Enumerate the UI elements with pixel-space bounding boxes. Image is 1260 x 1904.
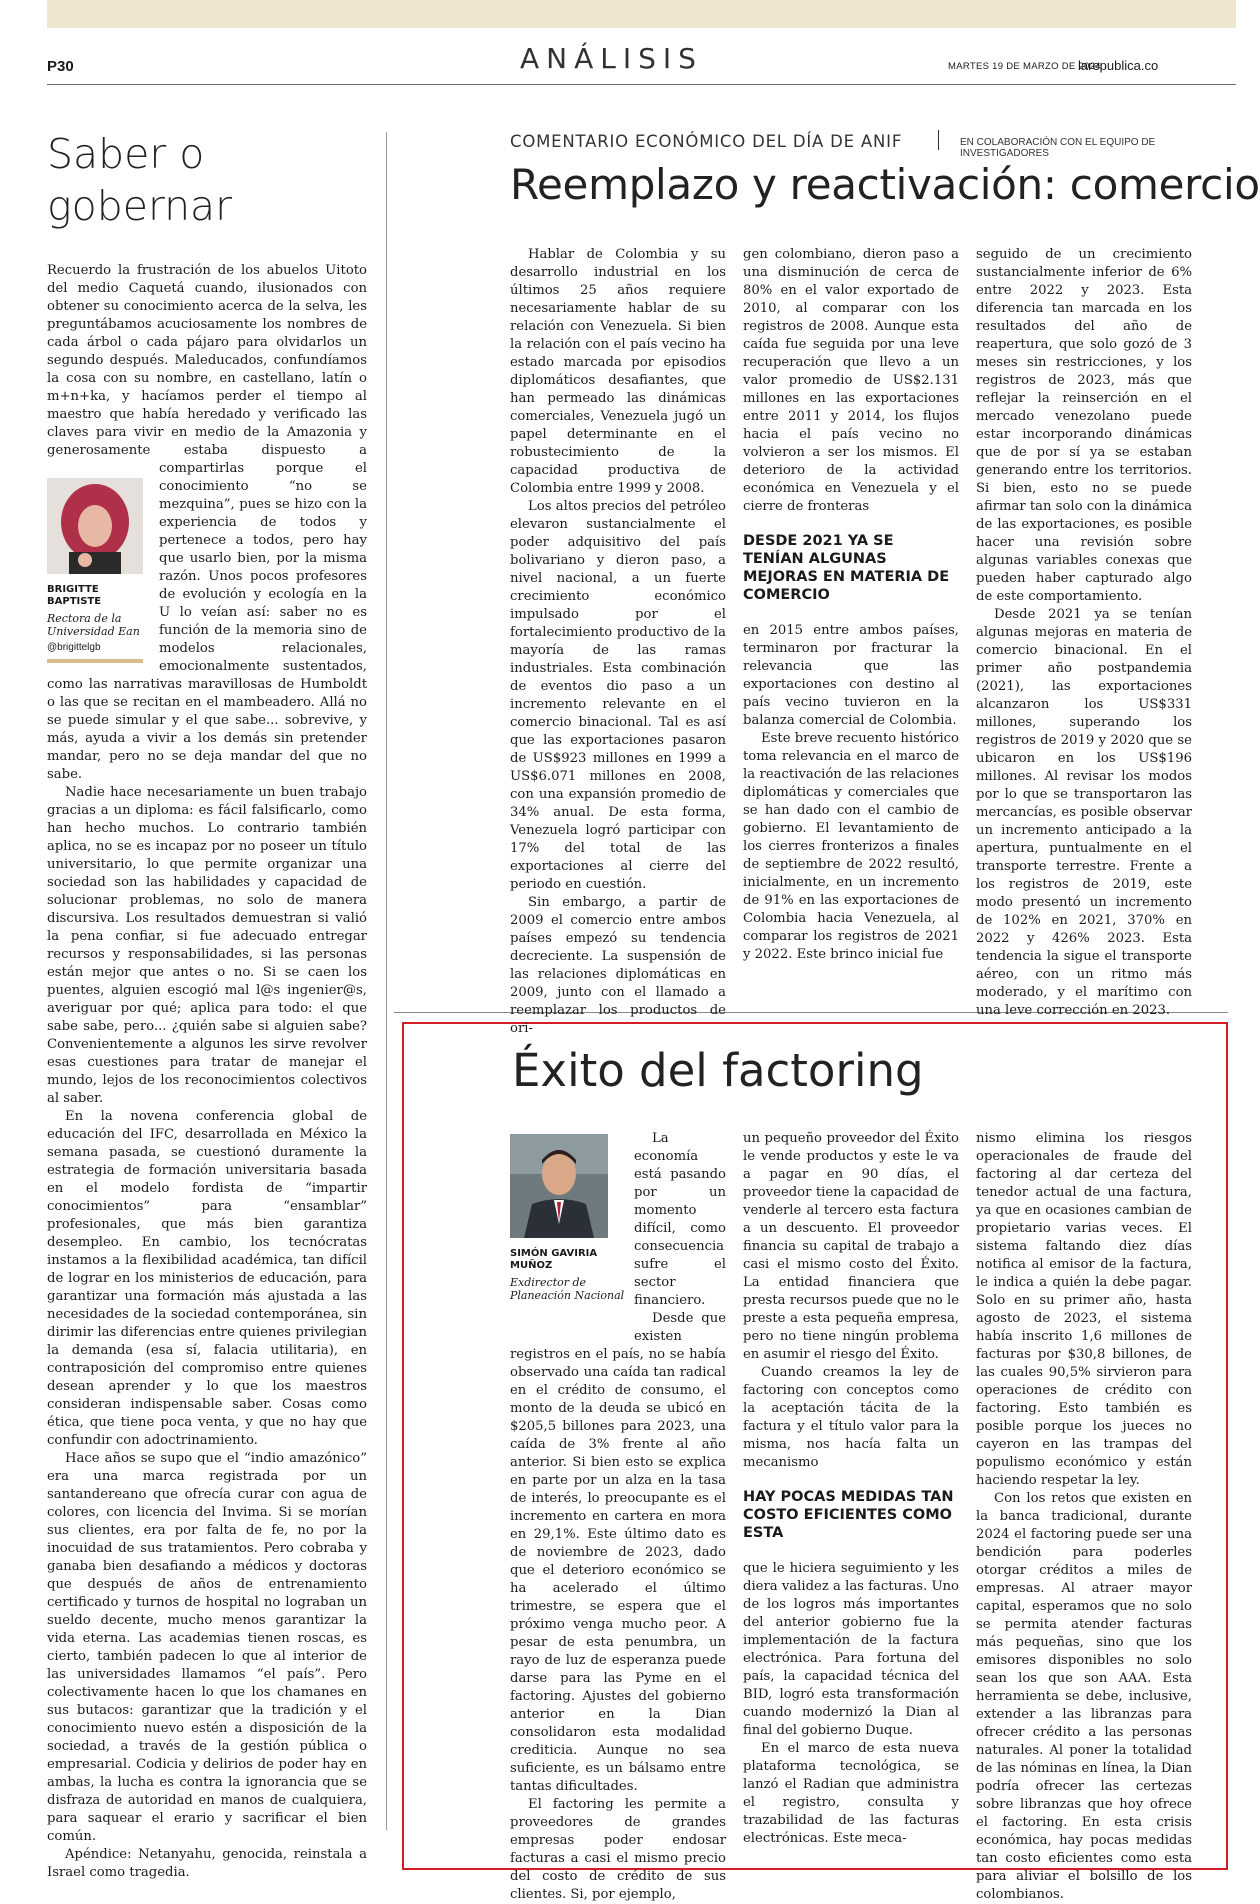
paragraph-part: el conocimiento “no se mezquina”, pues se hizo con la experiencia de todos y pertenece a todos, pero hay que usarlo bien, por la misma razón. Unos pocos profesores de evolución y ecología en la U lo veían así: saber no es función de la memoria sino de modelos relacionales, emocionalmente sustentados, como las narrativas maravillosas de Humboldt o las que se recitan en el mambeadero. Allá no se puede simular y el que sabe... sobrevive, y más, ayuda a vivir a los demás sin pretender mandar, pero no se deja mandar del que no sabe. xyxy=(47,461,367,782)
paragraph: En el marco de esta nueva plataforma tecnológica, se lanzó el Radian que administra el registro, consulta y trazabilidad de las facturas electrónicas. Este meca- xyxy=(743,1741,959,1846)
column-divider xyxy=(386,132,387,1830)
article-collab: EN COLABORACIÓN CON EL EQUIPO DE INVESTIGADORES xyxy=(960,137,1156,159)
top-color-bar xyxy=(47,0,1236,28)
author-box xyxy=(47,478,151,668)
paragraph: un pequeño proveedor del Éxito le vende productos y este le va a pagar en 90 días, el proveedor tiene la capacidad de venderle al tercero esta factura a un descuento. El proveedor financia su capital de trabajo a casi el mismo costo del Éxito. La entidad financiera que presta recursos puede que no le preste a esta pequeña empresa, pero no tiene ningún problema en asumir el riesgo del Éxito. xyxy=(743,1131,959,1362)
photo-spacer xyxy=(510,1130,634,1336)
paragraph-part: Recuerdo la frustración de los abuelos Uitoto del medio Caquetá cuando, ilusionados con obtener su conocimiento acerca de la selva, les preguntábamos acuciosamente los nombres de cada árbol o cada pájaro para olvidarlos un segundo después. Maleducados, confundíamos la cosa con su nombre, en castellano, latín o m+n+ka, y hacíamos perder el tiempo al maestro que había heredado y verificado las claves para vivir en medio de la Amazonia y generosamente estaba dispuesto a compartirlas porque xyxy=(47,263,367,476)
paragraph: El factoring les permite a proveedores de grandes empresas poder endosar facturas a casi el mismo precio del costo de crédito de sus clientes. Si, por ejemplo, xyxy=(510,1797,726,1902)
article-column-2 xyxy=(743,246,959,986)
author-name: BRIGITTE BAPTISTE xyxy=(47,584,102,607)
article-column-2 xyxy=(743,1130,959,1850)
author-role: Rectora de la Universidad Ean xyxy=(47,612,140,638)
article-column-1 xyxy=(510,1130,726,1902)
author-role: Exdirector de Planeación Nacional xyxy=(510,1276,625,1302)
paragraph: gen colombiano, dieron paso a una disminución de cerca de 80% en el valor exportado de 2010, al comparar con los registros de 2008. Aunque esta caída fue seguida por una leve recuperación que llevo a un valor promedio de US$2.131 millones en las exportaciones entre 2011 y 2014, los flujos hacia el país vecino no volvieron a ser los mismos. El deterioro de la actividad económica en Venezuela y el cierre de fronteras xyxy=(743,247,959,514)
article-kicker: COMENTARIO ECONÓMICO DEL DÍA DE ANIF xyxy=(510,132,903,151)
column-title: Saber o gobernar xyxy=(47,130,233,230)
article-title: Éxito del factoring xyxy=(512,1044,924,1097)
article-column-3 xyxy=(976,1130,1192,1902)
paragraph: Hace años se supo que el “indio amazónico” era una marca registrada por un santandereano que ofrecía curar con agua de colores, con licencia del Invima. Si se morían sus clientes, era por falta de fe, no por la inocuidad de sus tratamientos. Pero cobraba y ganaba bien desafiando a médicos y doctoras que después de años de entrenamiento certificado y turnos de hospital no lograban un sueldo decente, mucho menos garantizar la vida eterna. Las academias tienen roscas, es cierto, también padecen lo que al interior de las universidades llamamos “el país”. Pero colectivamente hacen lo que los chamanes en sus butacos: garantizar que la tradición y el conocimiento nuevo estén a disposición de la sociedad, a través de la gestión pública o empresarial. Codicia y delirios de poder hay en ambas, la lucha es contra la ignorancia que se disfraza de autoridad en manos de cualquiera, para saquear el erario y sacrificar el bien común. xyxy=(47,1451,367,1844)
paragraph: Este breve recuento histórico toma relevancia en el marco de la reactivación de las relaciones diplomáticas y comerciales que se han dado con el cambio de gobierno. El levantamiento de los cierres fronterizos a finales de septiembre de 2022 resultó, inicialmente, en un incremento de 91% en las exportaciones de Colombia hacia Venezuela, al comparar los registros de 2021 y 2022. Este brinco inicial fue xyxy=(743,731,959,962)
paragraph: En la novena conferencia global de educación del IFC, desarrollada en México la semana pasada, se cuestionó duramente la estrategia de formación universitaria basada en el modelo fordista de “impartir conocimientos” para “ensamblar” profesionales, que más bien garantiza desempleo. En cambio, los tecnócratas instamos a la flexibilidad académica, tan difícil de lograr en los ministerios de educación, para garantizar una formación más ajustada a las necesidades de la sociedad contemporánea, sin dirimir las diferencias entre quienes privilegian la demanda (esa sí, falacia utilitaria), en contraposición del compromiso entre quienes desean aprender y lo que los maestros consideran indispensable saber. Cosas como ética, que tiene poca venta, y que no hay que confundir con adoctrinamiento. xyxy=(47,1109,367,1448)
paragraph: nismo elimina los riesgos operacionales de fraude del factoring al dar certeza del tenedor actual de una factura, ya que en ocasiones cambian de propietario varias veces. El sistema faltando diez días notifica al emisor de la factura, le indica a quién la debe pagar. Solo en su primer año, hasta agosto de 2023, el sistema había inscrito 1,6 millones de facturas por $30,8 billones, de las cuales 90,5% sirvieron para operaciones de crédito con factoring. Esto también es posible porque los jueces no cayeron en las trampas del populismo económico y están haciendo respetar la ley. xyxy=(976,1131,1192,1488)
pull-quote: DESDE 2021 YA SE TENÍAN ALGUNAS MEJORAS EN MATERIA DE COMERCIO xyxy=(743,533,950,603)
paragraph: Hablar de Colombia y su desarrollo industrial en los últimos 25 años requiere necesariamente hablar de su relación con Venezuela. Si bien la relación con el país vecino ha estado marcada por episodios diplomáticos desafiantes, que han permeado las dinámicas comerciales, Venezuela jugó un papel determinante en el robustecimiento de la capacidad productiva de Colombia entre 1999 y 2008. xyxy=(510,247,726,496)
paragraph: Cuando creamos la ley de factoring con conceptos como la aceptación tácita de la factura y el título valor para la misma, nos hacía falta un mecanismo xyxy=(743,1365,959,1470)
article-column-3 xyxy=(976,246,1192,1018)
paragraph: Apéndice: Netanyahu, genocida, reinstala a Israel como tragedia. xyxy=(47,1847,367,1880)
paragraph: que le hiciera seguimiento y les diera validez a las facturas. Uno de los logros más importantes del anterior gobierno fue la implementación de la factura electrónica. Para fortuna del país, la capacidad técnica del BID, logró esta transformación cuando modernizó la Dian al final del gobierno Duque. xyxy=(743,1561,959,1738)
paragraph: Desde que existen registros en el país, no se había observado una caída tan radical en el crédito de consumo, el monto de la deuda se ubicó en $205,5 billones para 2023, una caída de 3% frente al año anterior. Si bien esto se explica en parte por un alza en la tasa de interés, lo preocupante es el incremento en cartera en mora en 29,1%. Este último dato es de noviembre de 2023, dado que el deterioro económico se ha acelerado el último trimestre, se espera que el próximo venga mucho peor. A pesar de esta penumbra, un rayo de luz de esperanza puede darse para las Pyme en el factoring. Ajustes del gobierno anterior en la Dian consolidaron esta modalidad crediticia. Aunque no sea suficiente, es un bálsamo entre tantas dificultades. xyxy=(510,1311,726,1794)
accent-bar xyxy=(47,659,143,663)
issue-date: MARTES 19 DE MARZO DE 2024 xyxy=(948,61,1101,72)
page-number: P30 xyxy=(47,58,74,75)
paragraph: Sin embargo, a partir de 2009 el comercio entre ambos países empezó su tendencia decreciente. La suspensión de las relaciones diplomáticas en 2009, junto con el llamado a reemplazar los productos de ori- xyxy=(510,895,726,1036)
paragraph: Desde 2021 ya se tenían algunas mejoras en materia de comercio binacional. En el primer año postpandemia (2021), las exportaciones alcanzaron los US$331 millones, superando los registros de 2019 y 2020 que se ubicaron en los US$196 millones. Al revisar los modos por lo que se transportaron las mercancías, es posible observar un incremento anticipado a la apertura, puntualmente en el transporte terrestre. Frente a los registros de 2019, este modo presentó un incremento de 102% en 2021, 370% en 2022 y 426% 2023. Esta tendencia la sigue el transporte aéreo, con un ritmo más moderado, y el marítimo con una leve corrección en 2023. xyxy=(976,607,1192,1018)
article-column-1 xyxy=(510,246,726,1036)
paragraph: La economía está pasando por un momento difícil, como consecuencia sufre el sector financiero. xyxy=(634,1131,726,1308)
paragraph: en 2015 entre ambos países, terminaron por fracturar la relevancia que las exportaciones con destino al país vecino tuvieron en la balanza comercial de Colombia. xyxy=(743,623,959,728)
author-photo xyxy=(47,478,143,574)
author-handle[interactable]: @brigittelgb xyxy=(47,642,101,653)
paragraph: seguido de un crecimiento sustancialmente inferior de 6% entre 2022 y 2023. Esta diferencia tan marcada en los resultados del año de reapertura, que solo gozó de 3 meses sin restricciones, y los registros de 2023, más que reflejar la reinserción en el mercado venezolano puede estar incorporando dinámicas que de por sí ya se estaban generando entre los territorios. Si bien, esto no se puede afirmar tan solo con la dinámica de las exportaciones, es posible hacer una revisión sobre algunas variables conexas que pueden haber capturado algo de este comportamiento. xyxy=(976,247,1192,604)
kicker-separator xyxy=(938,130,939,150)
paragraph: Los altos precios del petróleo elevaron sustancialmente el poder adquisitivo del país bolivariano y dieron paso, a nivel nacional, a un fuerte crecimiento económico impulsado por el fortalecimiento productivo de la mayoría de las ramas industriales. Esta combinación de eventos dio paso a un incremento relevante en el comercio binacional. Tal es así que las exportaciones pasaron de US$923 millones en 1999 a US$6.071 millones en 2008, con una expansión promedio de 34% anual. De esta forma, Venezuela logró participar con 17% del total de las exportaciones al cierre del periodo en cuestión. xyxy=(510,499,726,892)
article-title: Reemplazo y reactivación: comercio xyxy=(510,160,1260,209)
paragraph: Nadie hace necesariamente un buen trabajo gracias a un diploma: es fácil falsificarlo, como han hecho muchos. Lo contrario también aplica, no se es incapaz por no poseer un título universitario, lo que permite organizar una sociedad son las habilidades y capacidad de solucionar problemas, no solo de manera discursiva. Los resultados demuestran si valió la pena confiar, si fue adecuado entregar recursos y responsabilidades, si las personas están mejor que antes o no. Si se caen los puentes, alguien escogió mal l@s ingenier@s, averiguar por qué; aplica para todo: el que sabe sabe, pero... ¿quién sabe si alguien sabe? Convenientemente a algunos les sirve revolver esas cuestiones para tratar de manejar el mundo, lejos de los reconocimientos colectivos al saber. xyxy=(47,785,367,1106)
paragraph: Con los retos que existen en la banca tradicional, durante 2024 el factoring puede ser una bendición para poderles otorgar créditos a miles de empresas. Al atraer mayor capital, esperamos que no solo se permita atender facturas más pequeñas, sino que los emisores disponibles no solo sean los que son AAA. Esta herramienta se debe, inclusive, extender a las libranzas para ofrecer crédito a las personas naturales. Al poner la totalidad de las nóminas en línea, la Dian podría ofrecer las certezas sobre libranzas que hoy ofrece el factoring. En esta crisis económica, hay pocas medidas tan costo eficientes como esta para aliviar el bolsillo de los colombianos. xyxy=(976,1491,1192,1902)
section-title: ANÁLISIS xyxy=(520,42,703,75)
author-name: SIMÓN GAVIRIA MUÑOZ xyxy=(510,1248,598,1271)
header-divider xyxy=(47,84,1236,85)
site-url[interactable]: larepublica.co xyxy=(1078,58,1159,73)
pull-quote: HAY POCAS MEDIDAS TAN COSTO EFICIENTES COMO ESTA xyxy=(743,1489,954,1541)
